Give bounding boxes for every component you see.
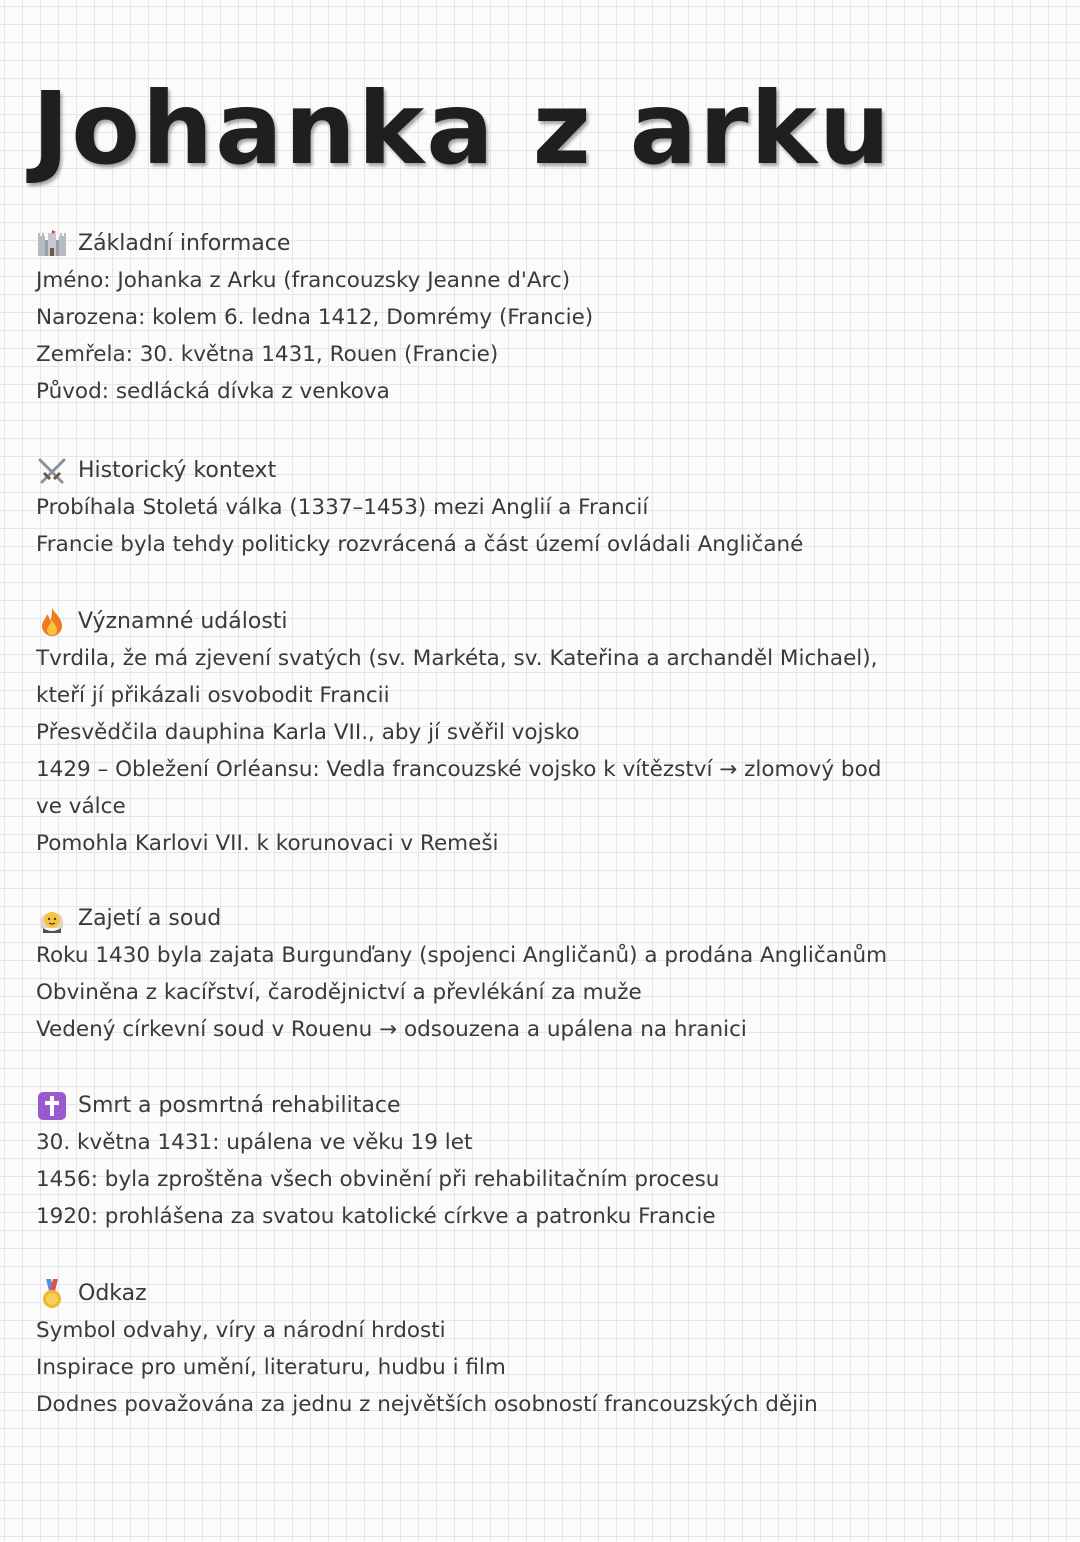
section-heading (36, 603, 1056, 640)
section-heading-text: Základní informace (78, 231, 291, 256)
latin-cross-icon (36, 1091, 68, 1121)
list-item: 1920: prohlášena za svatou katolické církve a patronku Francie (36, 1204, 716, 1229)
section-heading (36, 225, 1056, 262)
list-item: Francie byla tehdy politicky rozvrácená a část území ovládali Angličané (36, 532, 804, 557)
castle-icon (36, 229, 68, 259)
section-historical-context (36, 452, 1056, 563)
list-item: 1456: byla zproštěna všech obvinění při rehabilitačním procesu (36, 1167, 720, 1192)
list-item: Obviněna z kacířství, čarodějnictví a převlékání za muže (36, 980, 642, 1005)
section-heading (36, 1275, 1056, 1312)
section-important-events (36, 603, 1056, 862)
section-heading (36, 452, 1056, 489)
page-title: Johanka z arku (32, 70, 893, 187)
section-capture-trial (36, 900, 1056, 1048)
section-heading-text: Odkaz (78, 1281, 147, 1306)
list-item: Přesvědčila dauphina Karla VII., aby jí svěřil vojsko (36, 720, 580, 745)
fire-icon (36, 607, 68, 637)
list-item: Dodnes považována za jednu z největších osobností francouzských dějin (36, 1392, 818, 1417)
medal-icon (36, 1279, 68, 1309)
section-legacy (36, 1275, 1056, 1423)
list-item: Zemřela: 30. května 1431, Rouen (Francie) (36, 342, 499, 367)
section-heading-text: Zajetí a soud (78, 906, 222, 931)
section-heading (36, 1087, 1056, 1124)
list-item: Pomohla Karlovi VII. k korunovaci v Remeši (36, 831, 499, 856)
section-heading-text: Smrt a posmrtná rehabilitace (78, 1093, 401, 1118)
list-item: 30. května 1431: upálena ve věku 19 let (36, 1130, 473, 1155)
section-heading-text: Významné události (78, 609, 288, 634)
section-death-rehabilitation (36, 1087, 1056, 1235)
list-item: ve válce (36, 794, 126, 819)
list-item: Probíhala Stoletá válka (1337–1453) mezi Anglií a Francií (36, 495, 649, 520)
section-heading (36, 900, 1056, 937)
list-item: Jméno: Johanka z Arku (francouzsky Jeanne d'Arc) (36, 268, 571, 293)
list-item: Původ: sedlácká dívka z venkova (36, 379, 390, 404)
list-item: Narozena: kolem 6. ledna 1412, Domrémy (Francie) (36, 305, 594, 330)
crossed-swords-icon (36, 456, 68, 486)
section-basic-info (36, 225, 1056, 410)
section-heading-text: Historický kontext (78, 458, 277, 483)
judge-icon (36, 904, 68, 934)
list-item: Vedený církevní soud v Rouenu → odsouzena a upálena na hranici (36, 1017, 747, 1042)
list-item: Inspirace pro umění, literaturu, hudbu i film (36, 1355, 506, 1380)
list-item: 1429 – Obležení Orléansu: Vedla francouzské vojsko k vítězství → zlomový bod (36, 757, 882, 782)
list-item: Roku 1430 byla zajata Burgunďany (spojenci Angličanů) a prodána Angličanům (36, 943, 888, 968)
list-item: kteří jí přikázali osvobodit Francii (36, 683, 390, 708)
list-item: Symbol odvahy, víry a národní hrdosti (36, 1318, 446, 1343)
list-item: Tvrdila, že má zjevení svatých (sv. Markéta, sv. Kateřina a archanděl Michael), (36, 646, 878, 671)
